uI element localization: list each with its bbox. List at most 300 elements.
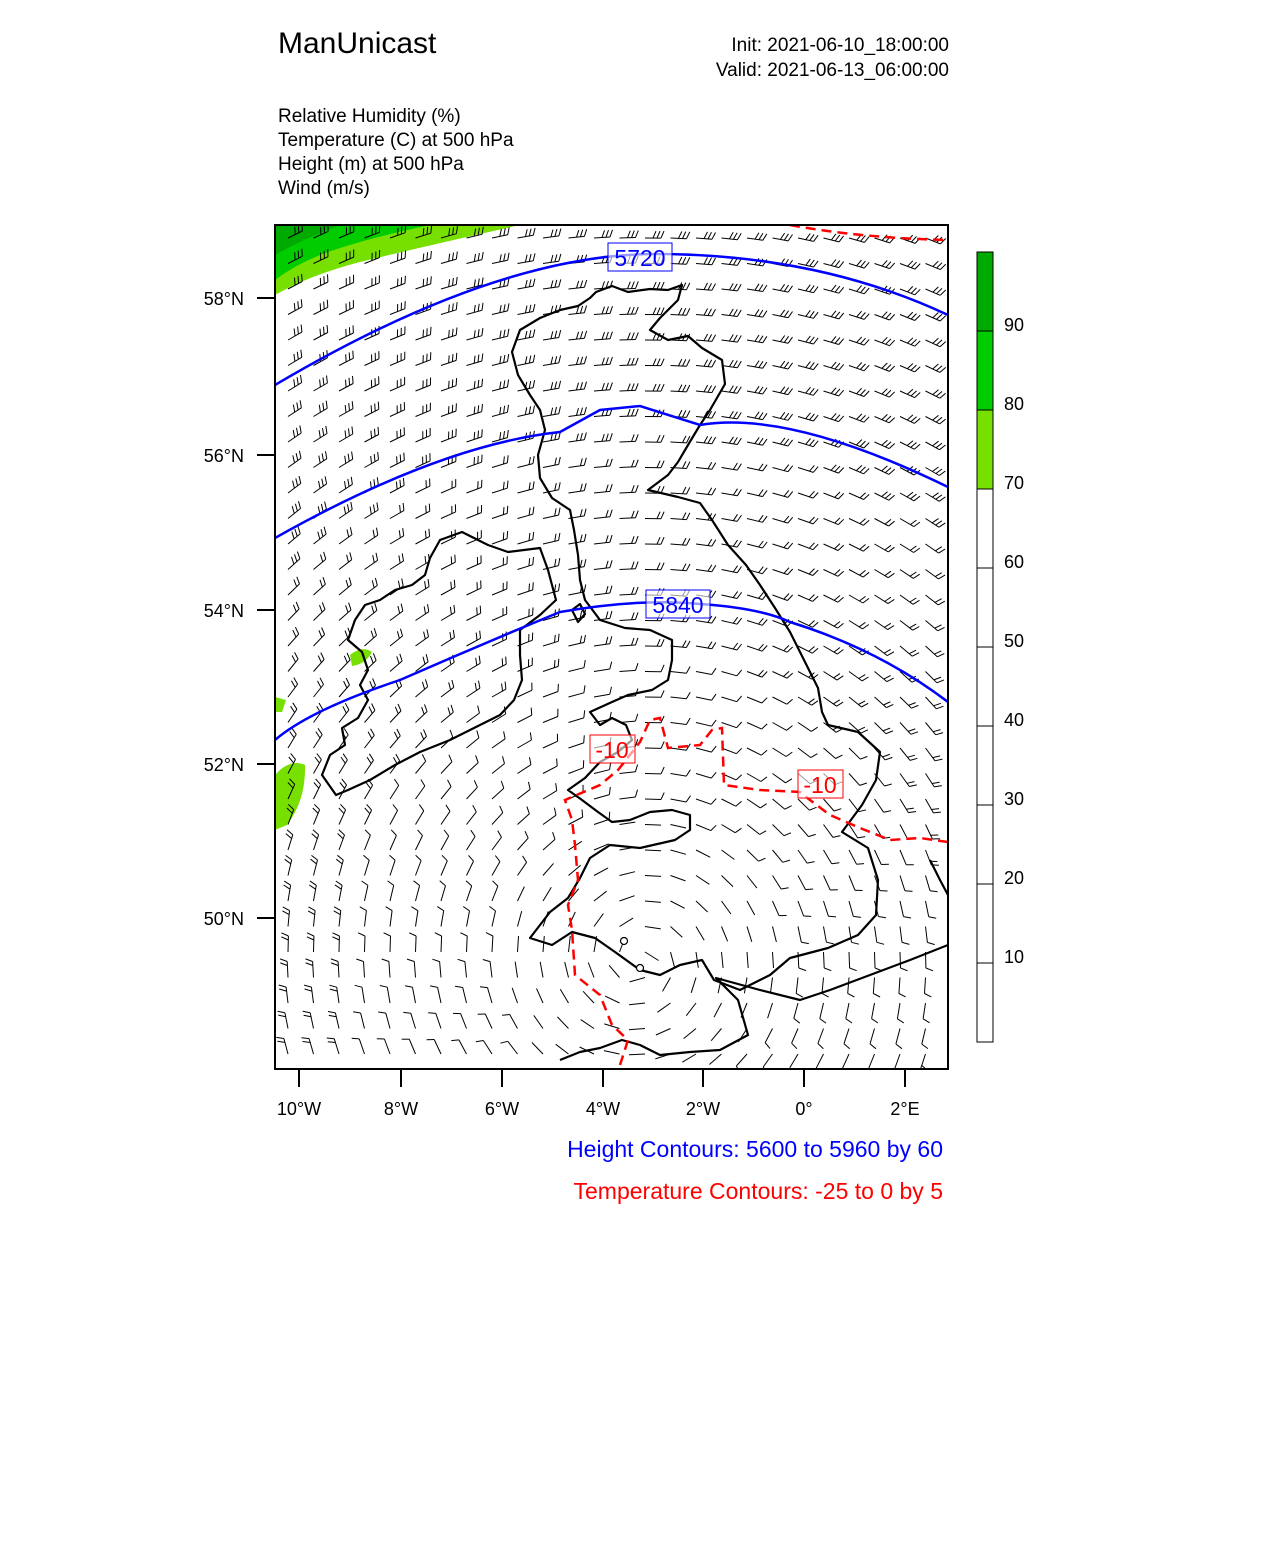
- wind-barb-feather: [813, 415, 818, 421]
- wind-barb-feather: [835, 286, 840, 292]
- wind-barb-feather: [712, 258, 716, 265]
- wind-barb-feather: [559, 279, 561, 286]
- wind-barb: [875, 570, 889, 578]
- wind-barb-feather: [340, 804, 345, 810]
- wind-barb-feather: [839, 313, 844, 319]
- wind-barb: [900, 723, 911, 735]
- wind-barb-feather: [479, 656, 480, 664]
- wind-barb-feather: [862, 677, 869, 681]
- wind-barb: [488, 988, 493, 1003]
- wind-barb: [722, 799, 736, 806]
- wind-barb: [314, 685, 324, 698]
- wind-barb-feather: [889, 418, 895, 423]
- height-contour-5660: [275, 254, 948, 385]
- wind-barb: [671, 442, 687, 443]
- wind-barb: [824, 876, 831, 891]
- wind-barb: [926, 544, 939, 553]
- wind-barb-feather: [322, 602, 325, 609]
- wind-barb-feather: [315, 757, 320, 763]
- wind-barb-feather: [294, 379, 295, 387]
- wind-barb-feather: [780, 361, 785, 367]
- wind-barb-feather: [936, 392, 942, 397]
- wind-barb-feather: [302, 274, 303, 282]
- wind-barb-feather: [308, 911, 315, 915]
- wind-barb-feather: [449, 355, 450, 363]
- wind-barb-feather: [324, 302, 325, 310]
- wind-barb-feather: [503, 532, 504, 540]
- wind-barb-feather: [788, 517, 793, 523]
- wind-barb-feather: [864, 417, 869, 422]
- wind-barb: [671, 748, 687, 750]
- wind-barb-feather: [889, 495, 895, 500]
- wind-barb-feather: [814, 312, 819, 318]
- wind-barb-feather: [914, 418, 920, 423]
- wind-barb-feather: [324, 527, 326, 534]
- wind-barb-feather: [683, 513, 686, 520]
- wind-barb-feather: [890, 314, 895, 320]
- wind-barb-feather: [295, 554, 297, 561]
- wind-barb-feather: [301, 325, 302, 333]
- wind-barb: [569, 567, 585, 570]
- wind-barb-feather: [451, 1040, 459, 1041]
- wind-barb-feather: [915, 289, 920, 295]
- wind-barb: [288, 734, 296, 748]
- wind-barb: [773, 748, 787, 757]
- wind-barb-feather: [370, 507, 371, 515]
- wind-barb-feather: [584, 559, 586, 566]
- wind-barb-feather: [449, 755, 452, 762]
- wind-barb-feather: [686, 667, 690, 674]
- wind-barb: [926, 901, 929, 917]
- wind-barb-feather: [372, 704, 375, 711]
- wind-barb-feather: [835, 312, 840, 318]
- wind-barb-feather: [910, 546, 916, 550]
- wind-barb: [365, 635, 377, 646]
- wind-barb-feather: [835, 518, 840, 523]
- valid-time: Valid: 2021-06-13_06:00:00: [715, 60, 949, 81]
- wind-barb: [543, 766, 557, 773]
- wind-barb-feather: [606, 535, 608, 542]
- wind-barb: [365, 560, 378, 569]
- wind-barb-feather: [915, 264, 920, 270]
- wind-barb-feather: [737, 567, 741, 573]
- wind-barb: [441, 612, 455, 620]
- wind-barb-feather: [683, 283, 686, 290]
- wind-barb: [696, 723, 712, 727]
- wind-barb: [334, 1039, 339, 1054]
- wind-barb: [441, 487, 456, 493]
- wind-barb-feather: [480, 987, 488, 988]
- wind-barb: [543, 641, 558, 646]
- wind-barb: [518, 765, 531, 774]
- wind-barb-feather: [911, 417, 917, 422]
- wind-barb: [467, 713, 480, 722]
- wind-barb-feather: [857, 260, 862, 266]
- wind-barb-feather: [896, 1044, 902, 1049]
- wind-barb: [645, 952, 659, 961]
- wind-barb: [465, 962, 467, 978]
- wind-barb-feather: [402, 553, 403, 561]
- wind-barb-feather: [610, 586, 612, 593]
- wind-barb-feather: [344, 681, 347, 688]
- wind-barb-feather: [371, 631, 373, 638]
- wind-barb-feather: [369, 754, 373, 761]
- wind-barb-feather: [704, 257, 708, 264]
- wind-barb-feather: [316, 732, 320, 738]
- wind-barb: [365, 610, 377, 620]
- wind-barb-feather: [323, 577, 325, 584]
- wind-barb: [696, 697, 712, 700]
- wind-barb-feather: [297, 403, 298, 411]
- wind-barb-feather: [403, 528, 404, 536]
- wind-barb-feather: [632, 282, 635, 289]
- wind-barb-feather: [504, 355, 505, 363]
- wind-barb-feather: [852, 942, 859, 944]
- wind-barb: [790, 1054, 798, 1068]
- colorbar-label-50: 50: [1004, 631, 1025, 651]
- wind-barb-feather: [885, 519, 891, 524]
- wind-barb-feather: [397, 631, 399, 638]
- wind-barb-feather: [279, 989, 286, 991]
- wind-barb-feather: [806, 336, 811, 342]
- wind-barb: [926, 927, 928, 943]
- wind-barb-feather: [729, 411, 733, 418]
- wind-barb-feather: [302, 249, 303, 257]
- wind-barb-feather: [319, 430, 320, 438]
- wind-barb: [792, 1029, 798, 1044]
- wind-barb: [492, 614, 507, 620]
- wind-barb-feather: [474, 457, 475, 465]
- wind-barb-feather: [934, 677, 941, 680]
- wind-barb: [656, 1029, 671, 1036]
- wind-barb-feather: [687, 513, 690, 520]
- wind-barb-feather: [533, 456, 534, 464]
- wind-barb: [569, 743, 584, 748]
- wind-barb: [288, 911, 290, 927]
- wind-barb: [537, 988, 544, 1003]
- wind-barb-feather: [735, 828, 741, 832]
- wind-barb-feather: [295, 627, 298, 634]
- wind-barb-feather: [838, 545, 844, 550]
- plot-frame: [275, 225, 948, 1069]
- wind-barb: [467, 861, 474, 875]
- wind-barb-feather: [297, 377, 298, 385]
- wind-barb-feather: [525, 407, 526, 414]
- wind-barb-feather: [331, 963, 338, 966]
- wind-barb: [671, 544, 687, 545]
- wind-barb: [543, 692, 558, 698]
- wind-barb-feather: [425, 704, 428, 711]
- wind-barb-feather: [761, 777, 767, 782]
- wind-barb-feather: [679, 257, 682, 264]
- wind-barb: [287, 962, 288, 978]
- wind-barb-feather: [831, 234, 836, 240]
- wind-barb-feather: [405, 986, 412, 988]
- wind-barb-feather: [460, 933, 467, 936]
- wind-barb-feather: [812, 701, 818, 705]
- colorbar-label-30: 30: [1004, 789, 1025, 809]
- wind-barb: [339, 710, 349, 723]
- wind-barb: [492, 862, 500, 876]
- wind-barb-feather: [936, 443, 942, 448]
- wind-barb-feather: [860, 783, 867, 785]
- wind-barb-feather: [292, 506, 294, 513]
- wind-barb-feather: [474, 330, 475, 338]
- wind-barb-feather: [784, 388, 789, 394]
- wind-barb-feather: [814, 235, 819, 241]
- wind-barb-feather: [584, 509, 586, 516]
- wind-barb: [722, 927, 728, 942]
- wind-barb-feather: [425, 581, 426, 589]
- wind-barb-feather: [632, 333, 635, 340]
- wind-barb: [900, 646, 912, 656]
- wind-barb: [849, 621, 863, 629]
- wind-barb-feather: [446, 805, 450, 811]
- wind-barb-feather: [788, 595, 793, 601]
- wind-barb: [416, 612, 429, 621]
- wind-barb-feather: [584, 356, 586, 363]
- wind-barb-feather: [351, 477, 352, 485]
- wind-barb-feather: [332, 937, 339, 940]
- wind-barb-feather: [835, 338, 840, 344]
- wind-barb-feather: [313, 808, 318, 813]
- wind-barb-feather: [882, 337, 887, 343]
- wind-barb-feather: [297, 577, 300, 584]
- wind-barb-feather: [712, 565, 716, 572]
- wind-barb-feather: [759, 490, 764, 496]
- wind-barb: [594, 868, 608, 876]
- wind-barb-feather: [837, 676, 843, 680]
- wind-barb-feather: [378, 427, 379, 435]
- wind-barb-feather: [861, 730, 868, 733]
- wind-barb-feather: [859, 596, 865, 601]
- wind-barb-feather: [911, 391, 917, 396]
- wind-barb-feather: [762, 724, 768, 729]
- wind-barb: [467, 763, 479, 774]
- wind-barb: [671, 876, 686, 881]
- wind-barb-feather: [737, 310, 741, 317]
- wind-barb: [620, 670, 636, 671]
- wind-barb-feather: [610, 433, 612, 440]
- colorbar-box: [977, 489, 993, 568]
- wind-barb-feather: [737, 336, 741, 343]
- wind-barb-feather: [391, 830, 396, 836]
- wind-barb-feather: [533, 507, 534, 515]
- wind-barb: [671, 570, 687, 571]
- wind-barb-feather: [558, 659, 559, 667]
- wind-barb-feather: [606, 510, 608, 517]
- wind-barb: [543, 666, 558, 671]
- wind-barb-feather: [469, 855, 474, 861]
- wind-barb-feather: [910, 572, 916, 576]
- wind-barb-feather: [610, 662, 612, 669]
- wind-barb-feather: [712, 335, 716, 342]
- wind-barb-feather: [860, 415, 865, 420]
- wind-barb-feather: [687, 283, 690, 290]
- wind-barb-feather: [755, 361, 759, 367]
- wind-barb-feather: [737, 541, 741, 547]
- wind-barb-feather: [280, 963, 287, 966]
- wind-barb-feather: [507, 455, 508, 463]
- wind-barb-feather: [384, 933, 391, 936]
- wind-barb-feather: [889, 444, 895, 449]
- wind-barb-feather: [885, 494, 891, 499]
- wind-barb-feather: [291, 681, 295, 688]
- wind-barb-feather: [501, 781, 504, 788]
- wind-barb-feather: [814, 338, 819, 344]
- lon-label-6w: 6°W: [484, 1099, 520, 1119]
- wind-barb: [722, 850, 735, 860]
- wind-barb-feather: [729, 232, 733, 239]
- wind-barb-feather: [818, 1044, 824, 1049]
- wind-barb-feather: [606, 637, 608, 644]
- wind-barb-feather: [559, 482, 561, 489]
- wind-barb: [314, 760, 322, 774]
- wind-barb-feather: [923, 1019, 930, 1023]
- wind-barb-feather: [835, 261, 840, 267]
- wind-barb-feather: [839, 468, 844, 474]
- wind-barb: [492, 837, 502, 850]
- wind-barb-feather: [286, 855, 292, 860]
- wind-barb-feather: [661, 639, 664, 646]
- wind-barb-feather: [792, 1043, 797, 1049]
- wind-barb-feather: [657, 563, 660, 570]
- wind-barb-feather: [577, 230, 579, 237]
- wind-barb: [583, 991, 594, 1003]
- wind-barb: [620, 772, 636, 774]
- wind-barb: [314, 559, 326, 569]
- wind-barb-feather: [318, 532, 320, 539]
- wind-barb-feather: [708, 386, 712, 393]
- wind-barb-feather: [809, 807, 816, 810]
- wind-barb-feather: [426, 654, 428, 661]
- wind-barb: [875, 672, 887, 682]
- wind-barb-feather: [712, 309, 716, 316]
- wind-barb-feather: [551, 357, 553, 364]
- wind-barb: [773, 774, 786, 783]
- wind-barb: [824, 748, 836, 759]
- colorbar-box: [977, 884, 993, 963]
- wind-barb-feather: [907, 441, 913, 446]
- wind-barb-feather: [505, 682, 506, 690]
- wind-barb-feather: [733, 617, 738, 623]
- wind-barb-feather: [737, 284, 741, 291]
- wind-barb-feather: [448, 708, 450, 715]
- wind-barb-feather: [474, 254, 475, 262]
- wind-barb-feather: [606, 612, 608, 619]
- wind-barb-feather: [442, 855, 447, 861]
- wind-barb-feather: [736, 775, 742, 780]
- wind-barb: [620, 594, 636, 595]
- wind-barb-feather: [529, 457, 530, 465]
- wind-barb: [696, 621, 712, 624]
- wind-barb-feather: [936, 469, 942, 474]
- wind-barb-feather: [884, 649, 891, 653]
- wind-barb-feather: [661, 359, 664, 366]
- wind-barb-feather: [294, 580, 297, 587]
- wind-barb-feather: [557, 759, 558, 767]
- wind-barb-feather: [530, 757, 531, 765]
- wind-barb-feather: [399, 556, 400, 564]
- wind-barb-feather: [788, 543, 793, 549]
- wind-barb-feather: [759, 310, 763, 317]
- wind-barb-feather: [683, 410, 686, 417]
- wind-barb-feather: [890, 263, 895, 269]
- wind-barb-feather: [293, 630, 296, 637]
- wind-barb: [824, 799, 835, 811]
- wind-barb-feather: [476, 633, 477, 641]
- wind-barb-feather: [489, 906, 495, 911]
- wind-barb: [390, 736, 400, 748]
- wind-barb-feather: [373, 555, 375, 563]
- wind-barb-feather: [864, 469, 870, 474]
- wind-barb: [565, 962, 569, 978]
- wind-barb-feather: [886, 416, 892, 421]
- wind-barb: [645, 825, 661, 826]
- wind-barb: [849, 672, 862, 681]
- wind-barb-feather: [602, 383, 604, 390]
- wind-barb-feather: [857, 311, 862, 317]
- wind-barb-feather: [636, 663, 639, 670]
- wind-barb-feather: [907, 364, 913, 369]
- wind-barb-feather: [606, 230, 609, 237]
- wind-barb-feather: [371, 431, 372, 439]
- wind-barb-feather: [342, 779, 347, 785]
- wind-barb: [483, 1041, 492, 1055]
- wind-barb: [518, 789, 531, 799]
- wind-barb-feather: [296, 602, 299, 609]
- wind-barb-feather: [453, 630, 454, 638]
- wind-barb-feather: [365, 808, 370, 814]
- wind-barb-feather: [285, 859, 291, 864]
- wind-barb-feather: [425, 679, 427, 686]
- wind-barb-feather: [386, 907, 393, 911]
- wind-barb-feather: [938, 601, 945, 605]
- wind-barb-feather: [409, 933, 416, 936]
- wind-barb: [824, 927, 827, 943]
- wind-barb-feather: [396, 682, 399, 689]
- wind-barb-feather: [940, 419, 946, 424]
- wind-barb-feather: [610, 611, 612, 618]
- wind-barb: [390, 561, 404, 570]
- wind-barb-feather: [708, 437, 712, 444]
- wind-barb: [926, 799, 934, 813]
- wind-barb-feather: [531, 708, 532, 716]
- wind-barb-feather: [450, 607, 451, 615]
- wind-barb: [314, 911, 316, 927]
- wind-barb-feather: [367, 804, 372, 810]
- wind-barb: [671, 774, 687, 777]
- wind-barb: [620, 918, 634, 926]
- wind-barb-feather: [704, 283, 708, 290]
- coast-great-britain: [512, 285, 880, 990]
- wind-barb-feather: [345, 405, 346, 413]
- wind-barb-feather: [424, 729, 427, 736]
- wind-barb-feather: [788, 312, 792, 318]
- wind-barb: [747, 697, 762, 703]
- wind-barb-feather: [507, 405, 508, 413]
- wind-barb-feather: [293, 430, 294, 438]
- wind-barb-feather: [326, 451, 327, 459]
- wind-barb-feather: [922, 1044, 928, 1049]
- wind-barb-feather: [936, 495, 942, 499]
- wind-barb: [900, 901, 904, 917]
- wind-barb-feather: [708, 309, 712, 316]
- wind-barb-feather: [932, 467, 938, 472]
- wind-barb: [747, 748, 761, 755]
- wind-barb-feather: [367, 757, 371, 763]
- wind-barb: [594, 819, 609, 824]
